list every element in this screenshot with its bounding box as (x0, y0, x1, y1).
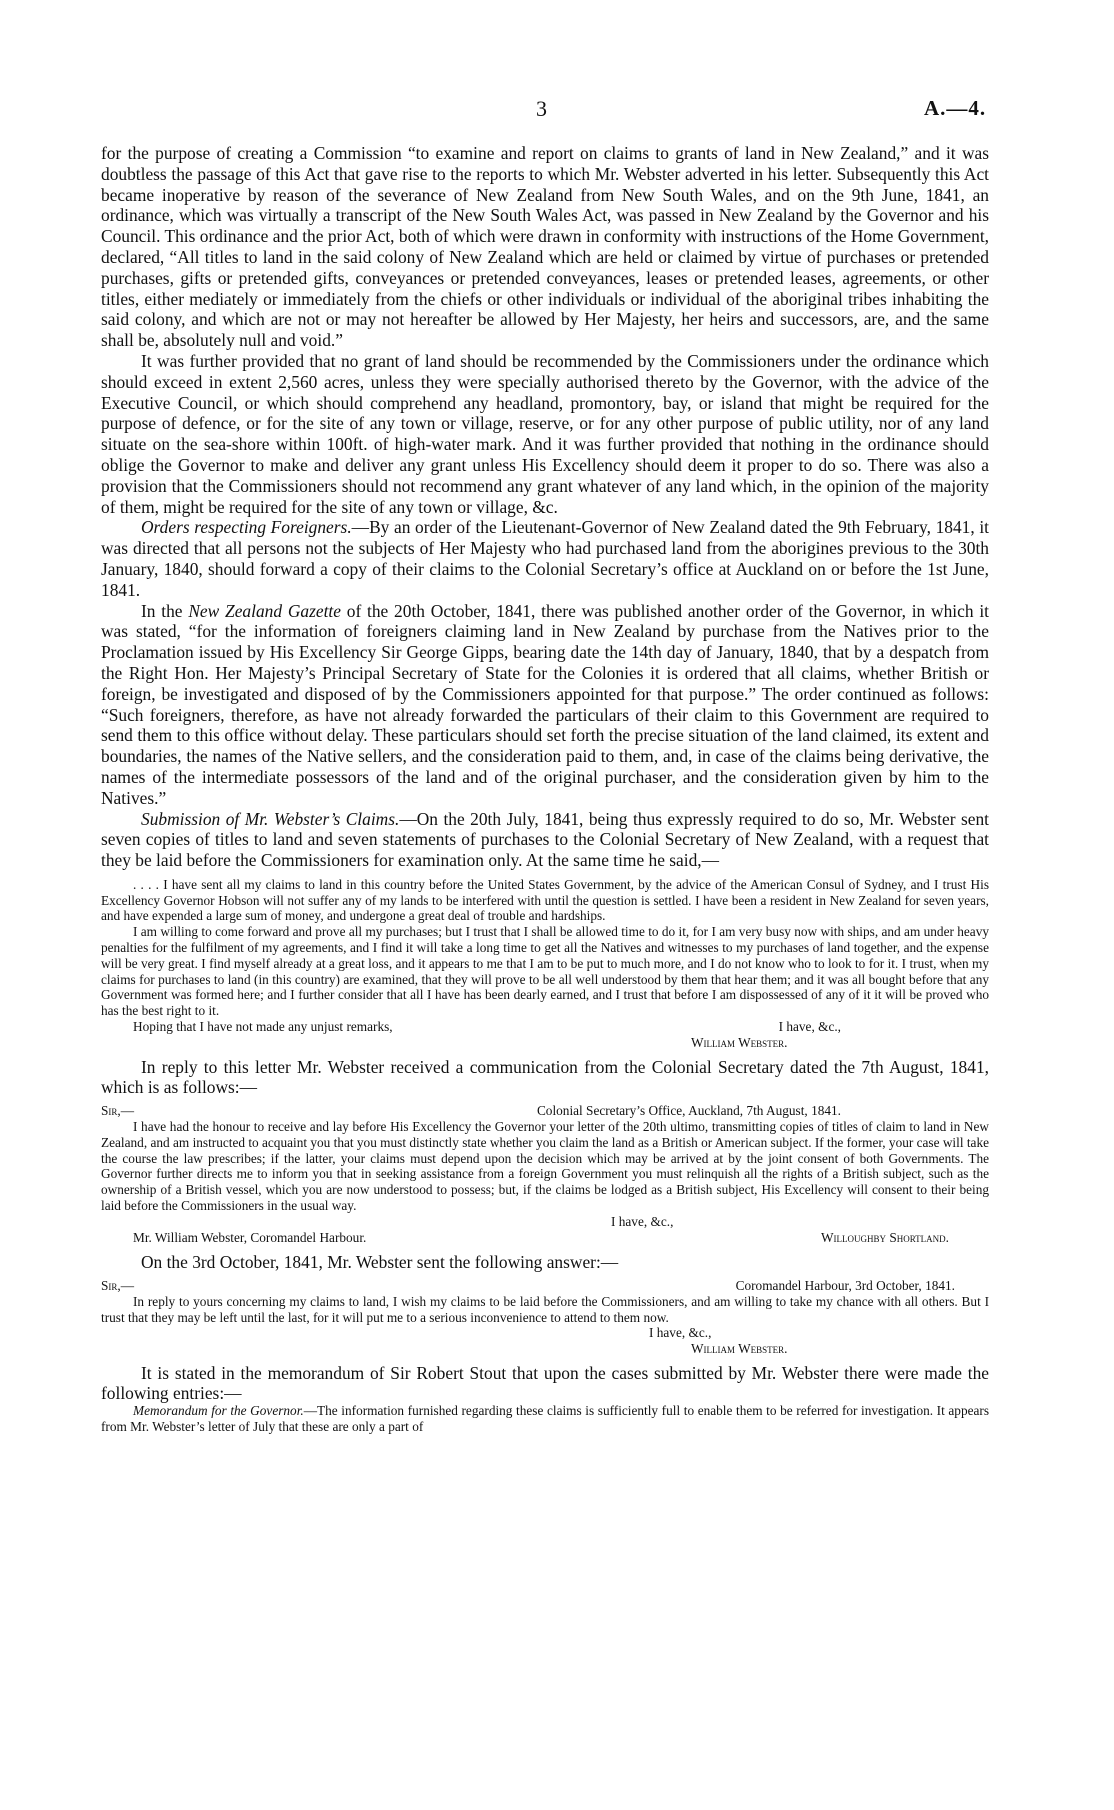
letter3-body: In reply to yours concerning my claims to land, I wish my claims to be laid before the Commissioners, and am willing to take my chance with all others. But I trust that they may be left until the last, for it will put me to a serious inconvenience to attend to them now. (101, 1293, 989, 1325)
memo-heading: Memorandum for the Governor. (133, 1403, 304, 1419)
letter3-address: Coromandel Harbour, 3rd October, 1841. (735, 1277, 955, 1293)
memo-intro: It is stated in the memorandum of Sir Robert Stout that upon the cases submitted by Mr. Webster there were made the following entries:— (101, 1363, 989, 1404)
webster-letter-closing-row (101, 1019, 989, 1035)
paragraph-orders-foreigners (101, 517, 989, 600)
orders-heading: Orders respecting Foreigners. (141, 517, 352, 538)
letter2-header (101, 1103, 989, 1119)
memo-paragraph (101, 1403, 989, 1435)
letter2-addressee: Mr. William Webster, Coromandel Harbour. (133, 1229, 367, 1245)
document-reference: A.—4. (924, 96, 987, 120)
paragraph-commission: for the purpose of creating a Commission “to examine and report on claims to grants of land in New Zealand,” and it was doubtless the passage of this Act that gave rise to the reports to which Mr. Webster adverted in his letter. Subsequently this Act became inoperative by reason of the severance of New Zealand from New South Wales, and on the 9th June, 1841, an ordinance, which was virtually a transcript of the New South Wales Act, was passed in New Zealand by the Governor and his Council. This ordinance and the prior Act, both of which were drawn in conformity with instructions of the Home Government, declared, “All titles to land in the said colony of New Zealand which are held or claimed by virtue of purchases or pretended purchases, gifts or pretended gifts, conveyances or pretended conveyances, leases or pretended leases, agreements, or other titles, either mediately or immediately from the chiefs or other individuals or individual of the aboriginal tribes inhabiting the said colony, and which are not or may not hereafter be allowed by Her Majesty, her heirs and successors, are, and the same shall be, absolutely null and void.” (101, 143, 989, 351)
answer-intro: On the 3rd October, 1841, Mr. Webster sent the following answer:— (141, 1251, 619, 1272)
letter3-salutation: Sir,— (101, 1277, 135, 1293)
submission-heading: Submission of Mr. Webster’s Claims. (141, 808, 400, 829)
webster-signature-row (101, 1035, 989, 1051)
webster-letter-p2: I am willing to come forward and prove all my purchases; but I trust that I shall be allowed time to do it, for I am very busy now with ships, and am under heavy penalties for the fulfilment of my agreements, and I find it will take a long time to get all the Natives and witnesses to my purchases of land together, and the expense will be very great. I find myself already at a great loss, and it appears to me that I am to be put to much more, and I do not know who to look to for it. I trust, when my claims for purchases to land (in this country) are examined, that they will prove to be all well understood by them that hear them; and it was all bought before that any Government was formed here; and I further consider that all I have has been dearly earned, and I trust that before I am dispossessed of any of it it will be proved who has the best right to it. (101, 924, 989, 1019)
letter2-closing-row (101, 1214, 989, 1230)
webster-letter-p3: Hoping that I have not made any unjust remarks, (133, 1019, 393, 1035)
letter3-signature-row (101, 1341, 989, 1357)
memo-text: —The information furnished regarding these claims is sufficiently full to enable them to be referred for investigation. It appears from Mr. Webster’s letter of July that these are only a part of (101, 1403, 990, 1435)
letter2-signature: Willoughby Shortland. (820, 1229, 949, 1245)
webster-letter-closing: I have, &c., (778, 1019, 841, 1035)
paragraph-gazette (101, 601, 989, 809)
letter2-address: Colonial Secretary’s Office, Auckland, 7th August, 1841. (536, 1103, 841, 1119)
webster-letter-p1: . . . . I have sent all my claims to land in this country before the United States Government, by the advice of the American Consul of Sydney, and I trust His Excellency Governor Hobson will not suffer any of my lands to be interfered with until the question is settled. I have been a resident in New Zealand for seven years, and have expended a large sum of money, and undergone a great deal of trouble and hardships. (101, 876, 989, 924)
webster-signature: William Webster. (691, 1035, 788, 1051)
submission-text: —On the 20th July, 1841, being thus expressly required to do so, Mr. Webster sent seven copies of titles to land and seven statements of purchases to the Colonial Secretary of New Zealand, with a request that they be laid before the Commissioners for examination only. At the same time he said,— (101, 808, 989, 871)
letter2-salutation: Sir,— (101, 1103, 135, 1119)
reply-intro: In reply to this letter Mr. Webster received a communication from the Colonial Secretary dated the 7th August, 1841, which is as follows:— (101, 1057, 989, 1098)
letter3-signature: William Webster. (691, 1341, 788, 1357)
orders-text: —By an order of the Lieutenant-Governor of New Zealand dated the 9th February, 1841, it was directed that all persons not the subjects of Her Majesty who had purchased land from the aborigines previous to the 30th January, 1840, should forward a copy of their claims to the Colonial Secretary’s office at Auckland on or before the 1st June, 1841. (101, 517, 989, 600)
page-body (101, 143, 989, 1435)
gazette-text: of the 20th October, 1841, there was published another order of the Governor, in which it was stated, “for the information of foreigners claiming land in New Zealand by purchase from the Natives prior to the Proclamation issued by His Excellency Sir George Gipps, bearing date the 14th day of January, 1840, that by a despatch from the Right Hon. Her Majesty’s Principal Secretary of State for the Colonies it is ordered that all claims, whether British or foreign, be investigated and disposed of by the Commissioners appointed for that purpose.” The order continued as follows: “Such foreigners, therefore, as have not already forwarded the particulars of their claim to this Government are required to send them to this office without delay. These particulars should set forth the precise situation of the land claimed, its extent and boundaries, the names of the Native sellers, and the consideration paid to them, and, in case of the claims being derivative, the names of the intermediate possessors of the land and of the original purchaser, and the consideration given by him to the Natives.” (101, 600, 989, 808)
gazette-lead: In the (141, 600, 183, 621)
letter2-signature-row (101, 1230, 989, 1246)
paragraph-grant-provisions: It was further provided that no grant of land should be recommended by the Commissioners under the ordinance which should exceed in extent 2,560 acres, unless they were specially authorised thereto by the Governor, with the advice of the Executive Council, or which should comprehend any headland, promontory, bay, or island that might be required for the purpose of defence, or for the site of any town or village, reserve, or for any other purpose of public utility, nor of any land situate on the sea-shore within 100ft. of high-water mark. And it was further provided that nothing in the ordinance should oblige the Governor to make and deliver any grant unless His Excellency should deem it proper to do so. There was also a provision that the Commissioners should not recommend any grant whatever of any land which, in the opinion of the majority of them, might be required for the site of any town or village, &c. (101, 350, 989, 517)
letter3-header (101, 1278, 989, 1294)
paragraph-submission (101, 809, 989, 871)
letter3-closing-row (101, 1325, 989, 1341)
letter2-body: I have had the honour to receive and lay before His Excellency the Governor your letter of the 20th ultimo, transmitting copies of titles of claim to land in New Zealand, and am instructed to acquaint you that you must distinctly state whether you claim the land as a British or American subject. If the former, your case will take the course the law prescribes; if the latter, your claims must depend upon the decision which may be arrived at by the joint consent of both Governments. The Governor further directs me to inform you that in seeking assistance from a foreign Government you must relinquish all the rights of a British subject, such as the ownership of a British vessel, which you are now understood to possess; but, if the claims be lodged as a British subject, His Excellency will consent to their being laid before the Commissioners in the usual way. (101, 1119, 989, 1214)
page-number: 3 (536, 96, 547, 121)
gazette-title: New Zealand Gazette (188, 600, 341, 621)
letter2-closing: I have, &c., (611, 1213, 674, 1229)
letter3-closing: I have, &c., (649, 1325, 712, 1341)
